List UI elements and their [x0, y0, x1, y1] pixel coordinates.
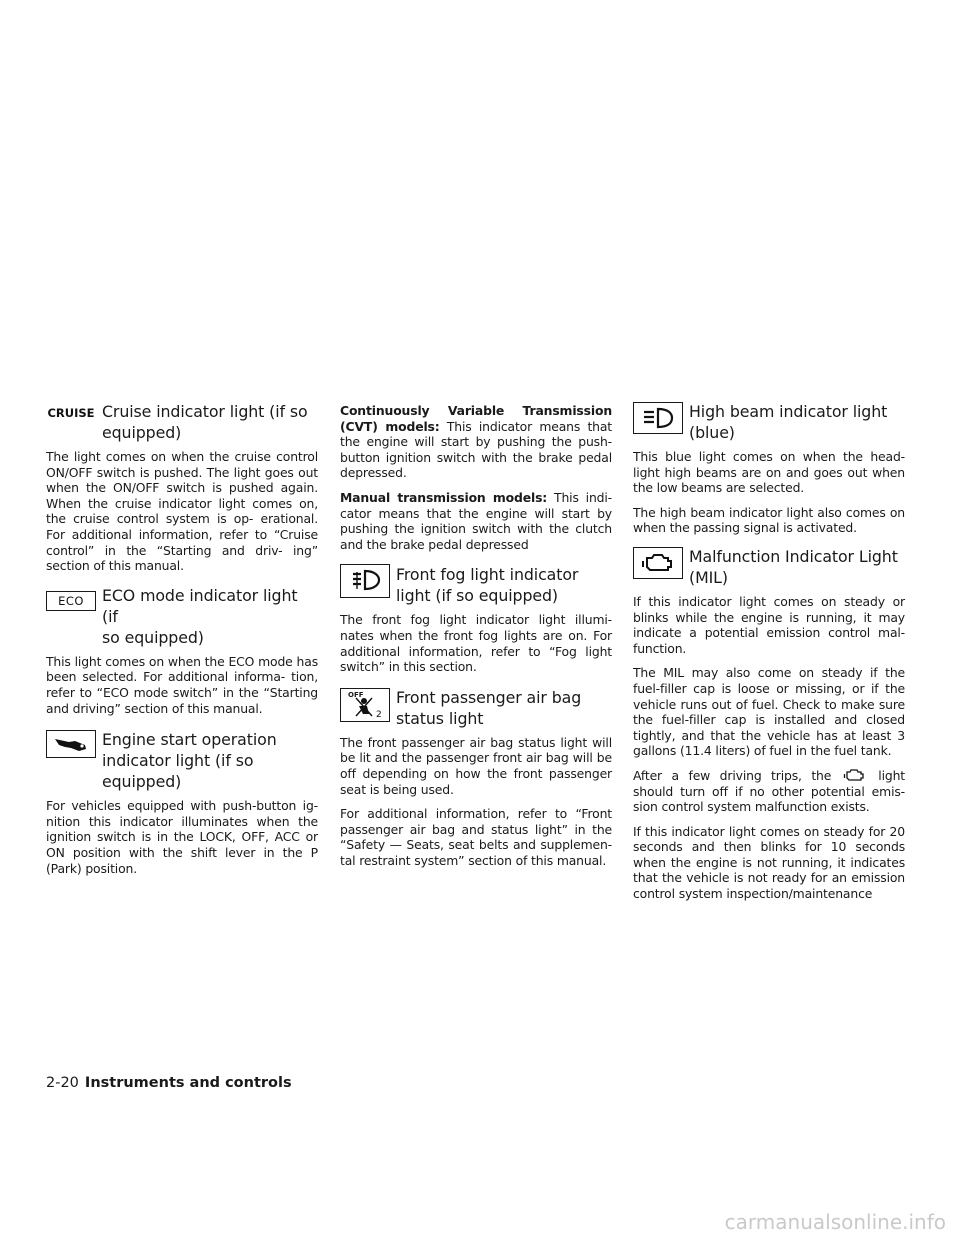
high-beam-body-2: The high beam indicator light also comes on when the passing signal is activated.: [633, 504, 905, 536]
cruise-icon: CRUISE: [46, 402, 96, 424]
watermark: carmanualsonline.info: [724, 1210, 946, 1234]
mil-body-3: After a few driving trips, the light should turn off if no other potential emis- sion control system malfunction exists.: [633, 767, 905, 815]
airbag-body-2: For additional information, refer to “Front passenger air bag and status light” in the “Safety — Seats, seat belts and supplemen- tal restraint system” section of this manual.: [340, 806, 612, 868]
engine-check-icon: [633, 547, 683, 579]
mil-title: Malfunction Indicator Light (MIL): [689, 546, 898, 587]
mt-label: Manual transmission models:: [340, 489, 548, 505]
mil-body-1: If this indicator light comes on steady or blinks while the engine is running, it may indicate a potential emission control mal- function.: [633, 593, 905, 656]
airbag-heading: [340, 687, 612, 729]
key-indicator-icon: [46, 730, 96, 758]
cruise-body: The light comes on when the cruise control ON/OFF switch is pushed. The light goes out when the ON/OFF switch is pushed again. When the cruise indicator light comes on, the cruise control system is op- erational. For additional information, refer to “Cruise control” in the “Starting and driv- ing” section of this manual.: [46, 449, 318, 574]
mil-body-2: The MIL may also come on steady if the fuel-filler cap is loose or missing, or if the vehicle runs out of fuel. Check to make sure the fuel-filler cap is installed and closed tightly, and that the vehicle has at least 3 gallons (11.4 liters) of fuel in the fuel tank.: [633, 665, 905, 759]
mil-heading: [633, 546, 905, 588]
eco-icon: ECO: [46, 591, 96, 611]
svg-text:2: 2: [376, 709, 382, 720]
cruise-heading: [46, 401, 318, 443]
fog-body: The front fog light indicator light illumi- nates when the front fog lights are on. For additional information, refer to “Fog light switch” in this section.: [340, 612, 612, 675]
fog-heading: [340, 564, 612, 606]
cruise-title: Cruise indicator light (if so equipped): [102, 402, 308, 442]
engine-start-heading: [46, 729, 318, 792]
high-beam-title: High beam indicator light (blue): [689, 402, 888, 442]
column-3: [633, 401, 905, 911]
column-1: [46, 401, 318, 885]
high-beam-icon: [633, 402, 683, 434]
engine-start-body: For vehicles equipped with push-button ig- nition this indicator illuminates when the ignition switch is in the LOCK, OFF, ACC or ON position with the shift lever in the P (Park) position.: [46, 798, 318, 876]
mt-paragraph: [340, 490, 612, 552]
section-title: Instruments and controls: [84, 1075, 292, 1091]
engine-start-title: Engine start operation indicator light (if so equipped): [102, 730, 277, 792]
high-beam-heading: [633, 401, 905, 443]
eco-heading: [46, 585, 318, 648]
eco-body: This light comes on when the ECO mode has been selected. For additional informa- tion, refer to “ECO mode switch” in the “Starting and driving” section of this manual.: [46, 653, 318, 716]
mil-body-4: If this indicator light comes on steady for 20 seconds and then blinks for 10 seconds when the engine is not running, it indicates that the vehicle is not ready for an emission control system inspection/maintenance: [633, 823, 905, 902]
cvt-label: Continuously Variable Transmission (CVT) models:: [340, 403, 612, 434]
high-beam-body-1: This blue light comes on when the head- light high beams are on and goes out when the low beams are selected.: [633, 449, 905, 496]
airbag-body-1: The front passenger air bag status light will be lit and the passenger front air bag will be off depending on how the front passenger seat is being used.: [340, 734, 612, 797]
mt-body: This indi- cator means that the engine will start by pushing the ignition switch with the clutch and the brake pedal depressed: [340, 489, 613, 552]
cvt-body: This indicator means that the engine will start by pushing the push- button ignition switch with the brake pedal depressed.: [340, 418, 613, 481]
passenger-airbag-off-icon: OFF 2: [340, 688, 390, 722]
cvt-paragraph: [340, 403, 612, 481]
eco-title: ECO mode indicator light (if so equipped): [102, 585, 298, 647]
engine-check-inline-icon: [843, 768, 867, 783]
column-2: [340, 401, 612, 877]
airbag-title: Front passenger air bag status light: [396, 687, 582, 728]
page-number: 2-20: [46, 1075, 79, 1091]
page-footer: [46, 1075, 292, 1091]
front-fog-light-icon: [340, 564, 390, 598]
fog-title: Front fog light indicator light (if so equipped): [396, 565, 579, 606]
